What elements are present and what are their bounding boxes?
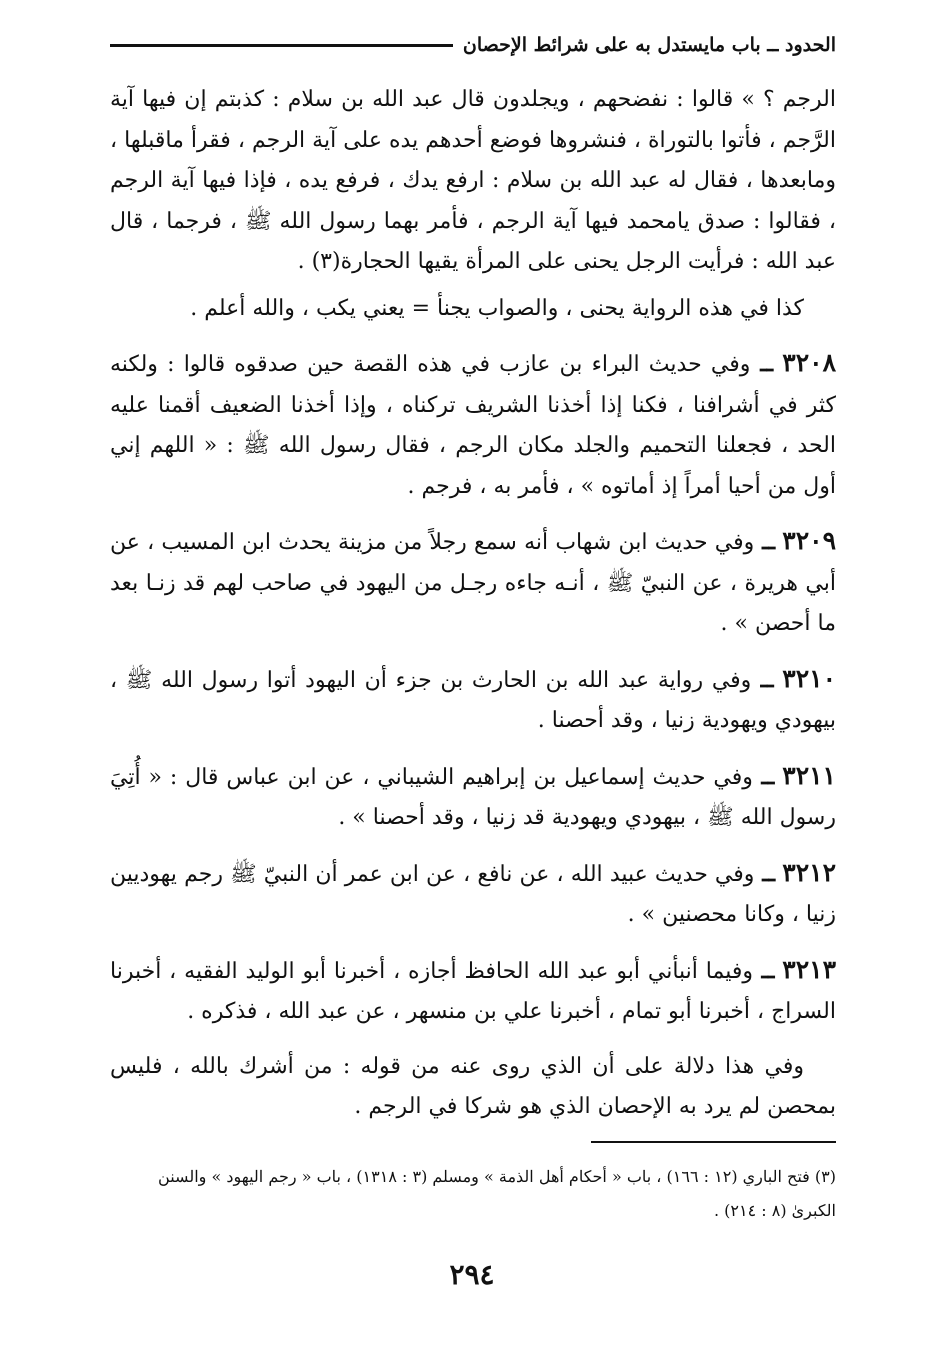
hadith-paragraph — [110, 521, 836, 645]
paragraph-text: وفيما أنبأني أبو عبد الله الحافظ أجازه ، أخبرنا أبو الوليد الفقيه ، أخبرنا السراج ، أخبرنا أبو تمام ، أخبرنا علي بن منسهر ، عن عبد الله ، فذكره . — [110, 958, 836, 1024]
hadith-number: ٣٢١١ — [782, 760, 836, 790]
paragraph-text: وفي حديث ابن شهاب أنه سمع رجلاً من مزينة يحدث ابن المسيب ، عن أبي هريرة ، عن النبيّ ﷺ ، أنـه جاءه رجـل من اليهود في صاحب لهم قد زنـا بعد ما أحصن » . — [110, 530, 836, 636]
number-dash: ــ — [751, 666, 774, 693]
hadith-number: ٣٢٠٨ — [782, 348, 836, 377]
paragraph-text: كذا في هذه الرواية يحنى ، والصواب يجنأ = يعني يكب ، والله أعلم . — [190, 295, 804, 321]
paragraph-text: الرجم ؟ » قالوا : نفضحهم ، ويجلدون قال عبد الله بن سلام : كذبتم إن فيها آية الرَّجم ، فأتوا بالتوراة ، فنشروها فوضع أحدهم يده على آية الرجم ، فقرأ ماقبلها ، ومابعدها ، فقال له عبد الله بن سلام : ارفع يدك ، فرفع يده ، فإذا فيها آية الرجم ، فقالوا : صدق يامحمد فيها آية الرجم ، فأمر بهما رسول الله ﷺ ، فرجما ، قال عبد الله : فرأيت الرجل يحنى على المرأة يقيها الحجارة(٣) . — [110, 87, 837, 274]
paragraph-text: وفي حديث البراء بن عازب في هذه القصة حين صدقوه قالوا : ولكنه كثر في أشرافنا ، فكنا إذا أخذنا الشريف تركناه ، وإذا أخذنا الضعيف أقمنا عليه الحد ، فجعلنا التحميم والجلد مكان الرجم ، فقال رسول الله ﷺ : « اللهم إني أول من أحيا أمراً إذ أماتوه » ، فأمر به ، فرجم . — [110, 352, 836, 499]
header-rule — [110, 44, 453, 47]
number-dash: ــ — [752, 763, 775, 790]
paragraph-continuation — [110, 80, 836, 283]
number-dash: ــ — [750, 351, 774, 377]
page-number: ٢٩٤ — [449, 1258, 495, 1291]
number-dash: ــ — [754, 860, 776, 887]
paragraph-commentary — [110, 1047, 836, 1128]
hadith-paragraph — [110, 853, 836, 936]
paragraph-text: وفي هذا دلالة على أن الذي روى عنه من قوله : من أشرك بالله ، فليس بمحصن لم يرد به الإحصان الذي هو شركا في الرجم . — [110, 1053, 836, 1119]
running-head-title: الحدود ــ باب مايستدل به على شرائط الإحصان — [462, 34, 836, 56]
footnote-rule — [591, 1141, 836, 1143]
footnote: (٣) فتح الباري (١٢ : ١٦٦) ، باب « أحكام أهل الذمة » ومسلم (٣ : ١٣١٨) ، باب « رجم اليهود » والسنن الكبرىٰ (٨ : ٢١٤) . — [158, 1167, 836, 1220]
hadith-number: ٣٢١٢ — [782, 857, 836, 887]
running-head — [110, 30, 836, 60]
number-dash: ــ — [754, 529, 776, 555]
hadith-paragraph — [110, 756, 836, 839]
paragraph-note — [110, 289, 836, 330]
paragraph-text: وفي رواية عبد الله بن الحارث بن جزء أن اليهود أتوا رسول الله ﷺ ، بيهودي ويهودية زنيا ، وقد أحصنا . — [110, 667, 836, 733]
body-text — [110, 80, 836, 1128]
paragraph-text: وفي حديث إسماعيل بن إبراهيم الشيباني ، عن ابن عباس قال : « أُتِيَ رسول الله ﷺ ، بيهودي ويهودية قد زنيا ، وقد أحصنا » . — [110, 764, 836, 830]
hadith-number: ٣٢١٠ — [782, 663, 836, 693]
number-dash: ــ — [752, 957, 775, 984]
hadith-number: ٣٢٠٩ — [782, 526, 836, 555]
hadith-paragraph — [110, 950, 836, 1033]
paragraph-text: وفي حديث عبيد الله ، عن نافع ، عن ابن عمر أن النبيّ ﷺ رجم يهوديين زنيا ، وكانا محصنين » . — [110, 861, 836, 927]
hadith-paragraph — [110, 659, 836, 742]
hadith-number: ٣٢١٣ — [782, 954, 836, 984]
hadith-paragraph — [110, 343, 836, 507]
